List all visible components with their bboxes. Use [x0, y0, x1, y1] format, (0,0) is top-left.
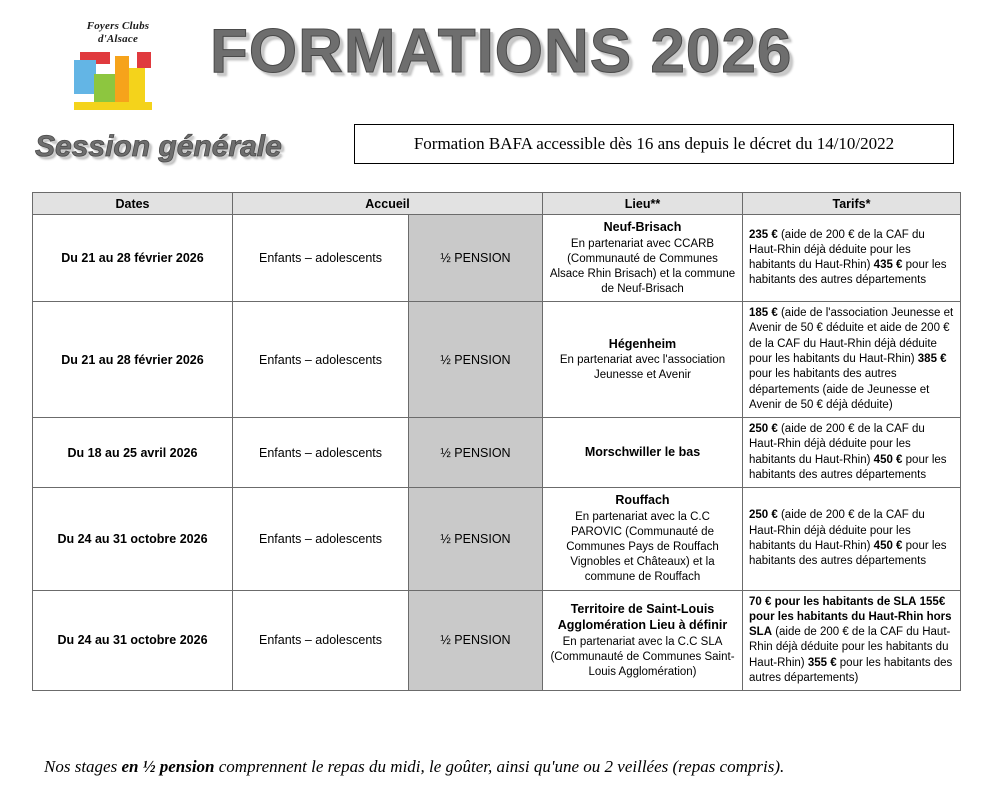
- tarif-detail: (aide de l'association Jeunesse et Avenir de 50 € déduite et aide de 200 € de la CAF du Haut-Rhin déjà déduite pour les habitants du Haut-Rhin): [749, 307, 954, 366]
- footer-part1: Nos stages: [44, 757, 122, 776]
- cell-tarifs: [743, 418, 961, 488]
- table-row: [33, 590, 961, 691]
- cell-tarifs: [743, 302, 961, 418]
- column-header-tarifs: Tarifs*: [743, 193, 961, 215]
- lieu-sub: En partenariat avec CCARB (Communauté de Communes Alsace Rhin Brisach) et la commune de Neuf-Brisach: [549, 237, 736, 296]
- table-row: [33, 418, 961, 488]
- cell-tarifs: [743, 488, 961, 590]
- cell-lieu: [543, 215, 743, 302]
- tarif-amount: 450 €: [873, 453, 903, 466]
- tarif-amount: 250 €: [749, 509, 778, 522]
- lieu-place: Morschwiller le bas: [584, 444, 701, 459]
- tarif-detail: pour les habitants des autres départements: [749, 539, 947, 568]
- lieu-place: Rouffach: [615, 493, 670, 508]
- tarif-amount: 235 €: [749, 228, 778, 241]
- cell-accueil: Enfants – adolescents: [233, 590, 409, 691]
- schedule-table-wrapper: [32, 192, 960, 691]
- lieu-place: Neuf-Brisach: [603, 220, 682, 234]
- tarif-detail: (aide de 200 € de la CAF du Haut-Rhin déjà déduite pour les habitants du Haut-Rhin): [749, 423, 925, 466]
- table-row: [33, 302, 961, 418]
- tarif-detail: pour les habitants des autres départements): [749, 656, 953, 685]
- tarif-amount: 250 €: [749, 423, 778, 436]
- page-subheader: [0, 118, 990, 180]
- cell-lieu: [543, 488, 743, 590]
- tarif-amount: 155€ pour les habitants du Haut-Rhin hors SLA: [749, 595, 952, 639]
- cell-pension: ½ PENSION: [409, 488, 543, 590]
- table-row: [33, 215, 961, 302]
- cell-dates: Du 21 au 28 février 2026: [33, 215, 233, 302]
- cell-tarifs: [743, 215, 961, 302]
- footer-note: [44, 757, 954, 777]
- session-title: Session générale: [35, 130, 282, 163]
- tarif-detail: pour les habitants des autres départements (aide de Jeunesse et Avenir de 50 € déjà déduite): [749, 368, 930, 411]
- column-header-lieu: Lieu**: [543, 193, 743, 215]
- lieu-sub: En partenariat avec la C.C PAROVIC (Communauté de Communes Pays de Rouffach Vignobles et Châteaux) et la commune de Rouffach: [566, 510, 719, 584]
- tarif-amount: 185 €: [749, 307, 778, 320]
- table-header-row: [33, 193, 961, 215]
- cell-lieu: [543, 302, 743, 418]
- cell-accueil: Enfants – adolescents: [233, 418, 409, 488]
- lieu-sub: En partenariat avec l'association Jeunesse et Avenir: [559, 354, 726, 382]
- page-title: FORMATIONS 2026: [210, 17, 793, 86]
- cell-tarifs: [743, 590, 961, 691]
- cell-lieu: [543, 418, 743, 488]
- cell-accueil: Enfants – adolescents: [233, 488, 409, 590]
- page-header: [0, 0, 990, 118]
- tarif-detail: (aide de 200 € de la CAF du Haut-Rhin déjà déduite pour les habitants du Haut-Rhin): [749, 626, 951, 669]
- logo-text: Foyers Clubs d'Alsace: [86, 20, 150, 45]
- tarif-amount: 435 €: [873, 259, 903, 272]
- bafa-notice-box: [354, 124, 954, 164]
- cell-lieu: [543, 590, 743, 691]
- tarif-amount: 70 € pour les habitants de SLA: [749, 595, 917, 608]
- lieu-place: Hégenheim: [608, 336, 677, 351]
- cell-dates: Du 24 au 31 octobre 2026: [33, 488, 233, 590]
- cell-dates: Du 21 au 28 février 2026: [33, 302, 233, 418]
- bafa-notice-text: Formation BAFA accessible dès 16 ans depuis le décret du 14/10/2022: [413, 134, 895, 153]
- cell-dates: Du 18 au 25 avril 2026: [33, 418, 233, 488]
- cell-pension: ½ PENSION: [409, 590, 543, 691]
- cell-pension: ½ PENSION: [409, 215, 543, 302]
- tarif-detail: pour les habitants des autres départements: [749, 453, 947, 481]
- cell-dates: Du 24 au 31 octobre 2026: [33, 590, 233, 691]
- logo-art-icon: [74, 52, 158, 110]
- tarif-amount: 450 €: [873, 539, 903, 552]
- tarif-detail: pour les habitants des autres départements: [749, 259, 947, 287]
- footer-highlight: en ½ pension: [121, 757, 215, 776]
- lieu-sub: En partenariat avec la C.C SLA (Communauté de Communes Saint-Louis Agglomération): [550, 635, 735, 679]
- cell-pension: ½ PENSION: [409, 418, 543, 488]
- cell-accueil: Enfants – adolescents: [233, 215, 409, 302]
- schedule-table: [32, 192, 961, 691]
- foyers-clubs-alsace-logo: [60, 18, 170, 113]
- tarif-amount: 385 €: [917, 353, 947, 366]
- column-header-dates: Dates: [33, 193, 233, 215]
- tarif-detail: (aide de 200 € de la CAF du Haut-Rhin déjà déduite pour les habitants du Haut-Rhin): [749, 509, 925, 552]
- cell-accueil: Enfants – adolescents: [233, 302, 409, 418]
- footer-part3: comprennent le repas du midi, le goûter, ainsi qu'une ou 2 veillées (repas compris).: [214, 757, 785, 776]
- tarif-detail: (aide de 200 € de la CAF du Haut-Rhin déjà déduite pour les habitants du Haut-Rhin): [749, 228, 925, 272]
- lieu-place: Territoire de Saint-Louis Agglomération Lieu à définir: [557, 601, 728, 633]
- column-header-accueil: Accueil: [233, 193, 543, 215]
- table-row: [33, 488, 961, 590]
- tarif-amount: 355 €: [807, 656, 837, 669]
- cell-pension: ½ PENSION: [409, 302, 543, 418]
